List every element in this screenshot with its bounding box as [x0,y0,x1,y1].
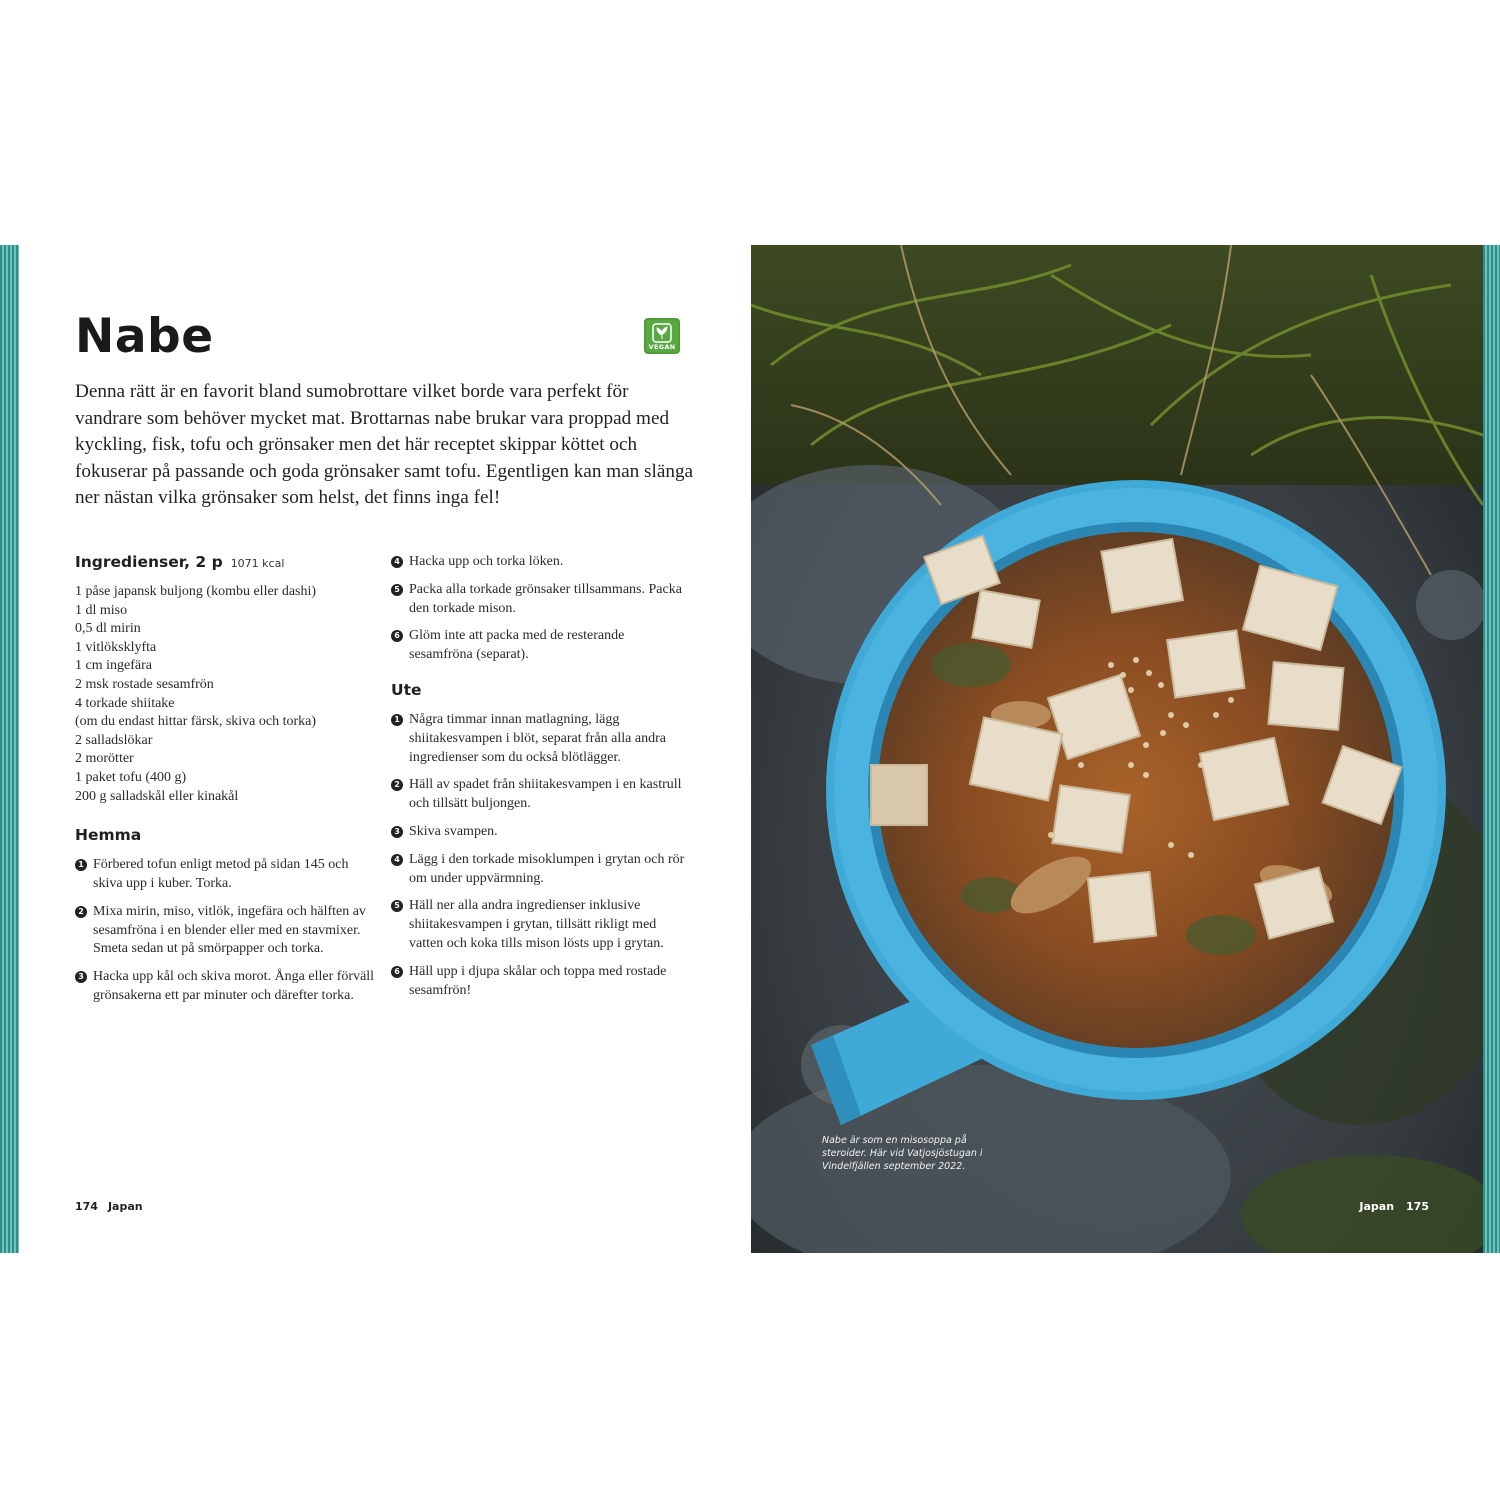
ingredient-item: 2 salladslökar [75,732,153,748]
ingredient-item: 1 dl miso [75,602,128,618]
step-number: 4 [391,556,403,568]
kcal-label: 1071 kcal [230,557,285,570]
ute-heading: Ute [391,680,422,699]
step-number: 5 [391,900,403,912]
step-text: Packa alla torkade grönsaker tillsammans. Packa den torkade mison. [409,581,682,616]
step-text: Lägg i den torkade misoklumpen i grytan och rör om under uppvärmning. [409,851,685,886]
step-text: Häll av spadet från shiitakesvampen i en kastrull och tillsätt buljongen. [409,777,682,812]
step-number: 6 [391,966,403,978]
left-page-folio [75,1200,143,1213]
step-number: 1 [75,859,87,871]
ute-step [391,776,691,814]
leaf-icon [651,322,673,344]
step-number: 3 [75,971,87,983]
vegan-badge-label: VEGAN [648,343,676,351]
intro-paragraph: Denna rätt är en favorit bland sumobrottare vilket borde vara perfekt för vandrare som behöver mycket mat. Brottarnas nabe brukar vara proppad med kyckling, fisk, tofu och grönsaker men det här receptet skippar köttet och fokuserar på passande och goda grönsaker samt tofu. Egentligen kan man slänga ner nästan vilka grönsaker som helst, det finns inga fel! [75,381,694,508]
left-edge-stripe [0,245,19,1253]
ingredients-heading-text: Ingredienser, 2 p [75,553,223,571]
step-number: 2 [75,906,87,918]
ingredient-item: 1 påse japansk buljong (kombu eller dashi) [75,584,317,599]
ingredient-list [75,583,375,806]
ingredient-item: 1 cm ingefära [75,658,152,674]
hemma-steps-continued [391,553,691,665]
ute-steps [391,711,691,1000]
step-text: Häll upp i djupa skålar och toppa med rostade sesamfrön! [409,963,667,998]
hemma-step [75,856,375,894]
nabe-photo [751,245,1483,1253]
right-column [391,553,691,1016]
left-page [19,245,750,1253]
page-number: 175 [1406,1200,1429,1213]
ingredient-item: 1 paket tofu (400 g) [75,769,187,785]
vegan-badge [644,318,680,354]
ute-step [391,711,691,767]
left-column [75,553,375,1022]
photo-caption: Nabe är som en misosoppa på steroider. Här vid Vatjosjöstugan i Vindelfjällen september 2022. [822,1135,983,1172]
ingredient-item: 1 vitlöksklyfta [75,639,157,655]
step-number: 2 [391,779,403,791]
ingredient-item: 2 msk rostade sesamfrön [75,676,214,692]
step-text: Häll ner alla andra ingredienser inklusive shiitakesvampen i grytan, tillsätt rikligt med vatten och koka tills mison lösts upp i grytan. [409,898,664,951]
step-text: Hacka upp och torka löken. [409,554,564,569]
hemma-step [75,968,375,1006]
section-name: Japan [107,1200,143,1213]
step-number: 5 [391,584,403,596]
ute-step [391,823,691,842]
step-number: 1 [391,714,403,726]
ingredients-heading [75,553,375,571]
hemma-step [391,553,691,572]
ingredient-item: 200 g salladskål eller kinakål [75,788,239,804]
ute-step [391,897,691,953]
hemma-step [75,903,375,959]
hemma-step [391,581,691,619]
ute-step [391,963,691,1001]
step-text: Förbered tofun enligt metod på sidan 145 och skiva upp i kuber. Torka. [93,857,349,891]
step-text: Skiva svampen. [409,823,498,839]
hemma-heading: Hemma [75,826,142,845]
step-text: Några timmar innan matlagning, lägg shiitakesvampen i blöt, separat från alla andra ingredienser som du också blötlägger. [409,711,666,765]
ingredient-item: 2 morötter [75,751,134,767]
recipe-title: Nabe [75,309,214,364]
right-page-folio [1359,1200,1429,1213]
page-number: 174 [75,1200,98,1213]
step-number: 6 [391,630,403,642]
step-number: 3 [391,826,403,838]
hemma-step [391,627,691,665]
step-text: Glöm inte att packa med de resterande sesamfröna (separat). [409,628,625,663]
step-text: Hacka upp kål och skiva morot. Ånga eller förväll grönsakerna ett par minuter och därefter torka. [93,969,375,1003]
ingredient-item: 4 torkade shiitake [75,695,175,711]
right-edge-stripe [1483,245,1500,1253]
section-name: Japan [1359,1200,1395,1213]
ingredient-item: 0,5 dl mirin [75,621,141,637]
right-page-photo [751,245,1483,1253]
step-number: 4 [391,854,403,866]
hemma-steps [75,856,375,1006]
ute-step [391,851,691,889]
ingredient-item: (om du endast hittar färsk, skiva och torka) [75,714,317,730]
step-text: Mixa mirin, miso, vitlök, ingefära och hälften av sesamfröna i en blender eller med en stavmixer. Smeta sedan ut på smörpapper och torka. [93,903,366,957]
